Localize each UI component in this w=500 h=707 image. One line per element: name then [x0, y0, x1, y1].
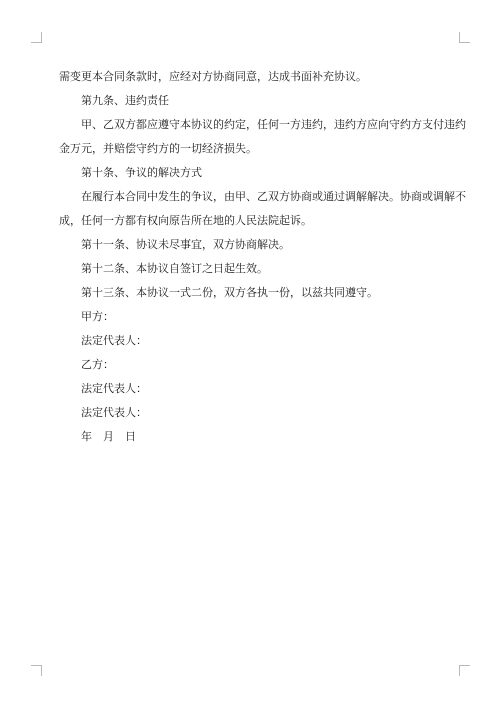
party-b-representative-label: 法定代表人：	[81, 382, 147, 395]
clause-9-text-line-2: 金万元，并赔偿守约方的一切经济损失。	[59, 142, 257, 155]
representative-label: 法定代表人：	[81, 406, 147, 419]
clause-10-heading: 第十条、争议的解决方式	[81, 166, 202, 179]
crop-mark-top-left	[31, 32, 42, 43]
clause-13: 第十三条、本协议一式二份，双方各执一份，以兹共同遵守。	[81, 286, 378, 299]
party-b-label: 乙方：	[81, 358, 114, 371]
clause-11: 第十一条、协议未尽事宜，双方协商解决。	[81, 238, 290, 251]
crop-mark-bottom-left	[31, 665, 42, 676]
clause-10-text-line-2: 成，任何一方都有权向原告所在地的人民法院起诉。	[59, 214, 312, 227]
crop-mark-top-right	[459, 32, 470, 43]
clause-12: 第十二条、本协议自签订之日起生效。	[81, 262, 268, 275]
party-a-representative-label: 法定代表人：	[81, 334, 147, 347]
clause-9-text-line-1: 甲、乙双方都应遵守本协议的约定，任何一方违约，违约方应向守约方支付违约	[81, 118, 466, 131]
crop-mark-bottom-right	[459, 665, 470, 676]
clause-10-text-line-1: 在履行本合同中发生的争议，由甲、乙双方协商或通过调解解决。协商或调解不	[81, 190, 466, 203]
signing-date: 年 月 日	[81, 430, 136, 443]
paragraph-supplement: 需变更本合同条款时，应经对方协商同意，达成书面补充协议。	[59, 70, 367, 83]
document-body	[59, 65, 466, 449]
clause-9-heading: 第九条、违约责任	[81, 94, 169, 107]
party-a-label: 甲方：	[81, 310, 114, 323]
